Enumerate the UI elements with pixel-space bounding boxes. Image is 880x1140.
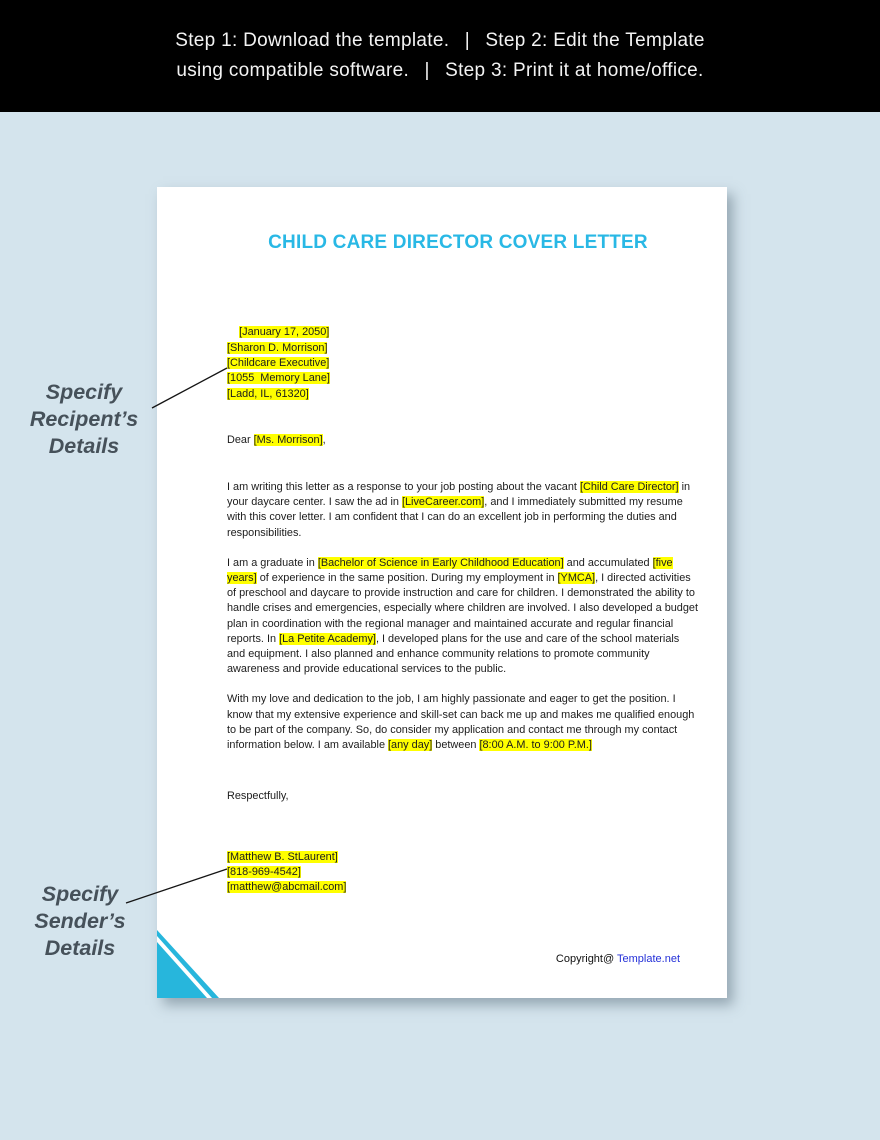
annotation-line: Specify	[45, 380, 123, 404]
template-net-link[interactable]: Template.net	[617, 953, 680, 965]
highlighted-text: [Sharon D. Morrison]	[227, 342, 328, 354]
annotation-line: Specify	[41, 882, 119, 906]
body-text: in your daycare center. I saw the ad in	[227, 481, 691, 509]
letter-line	[227, 356, 699, 371]
annotation-line: Recipent’s	[29, 407, 139, 431]
banner-step-line-1: Step 1: Download the template. | Step 2: Edit the Template	[175, 30, 705, 51]
annotation-line: Details	[48, 434, 120, 458]
letter-title: CHILD CARE DIRECTOR COVER LETTER	[268, 232, 648, 253]
copyright-line	[556, 953, 680, 965]
highlighted-text: [LiveCareer.com]	[401, 496, 485, 509]
letter-line	[227, 341, 699, 356]
highlighted-text: [matthew@abcmail.com]	[227, 881, 347, 894]
letter-paragraph	[227, 556, 699, 678]
body-text: , I directed activities of preschool and daycare to provide instruction and care for children. I demonstrated the ability to handle crises and emergencies, especially where children are involved. I also developed a budget plan in coordination with the regional manager and maintained accurate and regular financial reports. In	[227, 572, 699, 645]
body-text: and accumulated	[563, 556, 653, 569]
highlighted-text: [five years]	[227, 556, 673, 585]
highlighted-text: [8:00 A.M. to 9:00 P.M.]	[479, 739, 592, 752]
copyright-prefix: Copyright@	[555, 953, 618, 965]
letter-paragraph	[227, 480, 699, 541]
annotation-recipient-details	[4, 379, 164, 460]
instruction-banner	[0, 0, 880, 112]
body-text: , I developed plans for the use and care of the school materials and equipment. I also planned and enhance community relations to promote community awareness and provide educational services to the public.	[227, 632, 680, 676]
letter-line	[227, 387, 699, 402]
letter-line	[227, 865, 699, 880]
document-page	[157, 187, 727, 998]
salutation	[227, 433, 699, 448]
letter-line	[227, 850, 699, 865]
highlighted-text: [818-969-4542]	[227, 866, 301, 879]
page-corner-triangle	[157, 930, 225, 998]
highlighted-text: [La Petite Academy]	[279, 632, 376, 645]
signature-block	[227, 850, 699, 896]
letter-line	[227, 371, 699, 386]
body-text: between	[432, 739, 480, 752]
body-text: , and I immediately submitted my resume with this cover letter. I am confident that I can do an excellent job in performing the duties and responsibilities.	[227, 496, 683, 539]
highlighted-text: [Matthew B. StLaurent]	[227, 851, 338, 863]
body-text: Dear	[227, 434, 254, 446]
letter-body-paragraphs	[227, 480, 699, 768]
highlighted-text: [January 17, 2050]	[239, 326, 330, 339]
highlighted-text: [Ladd, IL, 61320]	[227, 387, 309, 400]
body-text: of experience in the same position. During my employment in	[256, 572, 558, 585]
highlighted-text: [Ms. Morrison]	[253, 434, 323, 446]
highlighted-text: [Childcare Executive]	[227, 357, 330, 370]
closing-line: Respectfully,	[227, 790, 289, 802]
body-text: I am writing this letter as a response to your job posting about the vacant	[227, 481, 580, 493]
highlighted-text: [YMCA]	[557, 572, 596, 585]
banner-step-line-2: using compatible software. | Step 3: Print it at home/office.	[176, 60, 704, 81]
annotation-sender-details	[0, 881, 160, 962]
highlighted-text: [Child Care Director]	[579, 481, 679, 493]
body-text: I am a graduate in	[227, 556, 318, 569]
body-text: With my love and dedication to the job, I am highly passionate and eager to get the position. I know that my extensive experience and skill-set can back me up and makes me qualified enough to be part of the company. So, do consider my application and contact me through my contact information below. I am available	[227, 693, 695, 752]
body-text: ,	[322, 434, 326, 446]
highlighted-text: [any day]	[388, 739, 433, 752]
letter-line	[227, 880, 699, 895]
highlighted-text: [1055 Memory Lane]	[227, 372, 330, 385]
annotation-line: Details	[44, 936, 116, 960]
annotation-line: Sender’s	[34, 909, 126, 933]
highlighted-text: [Bachelor of Science in Early Childhood Education]	[317, 556, 564, 569]
triangle-main	[157, 942, 207, 998]
recipient-address-block	[227, 341, 699, 402]
letter-paragraph	[227, 692, 699, 753]
